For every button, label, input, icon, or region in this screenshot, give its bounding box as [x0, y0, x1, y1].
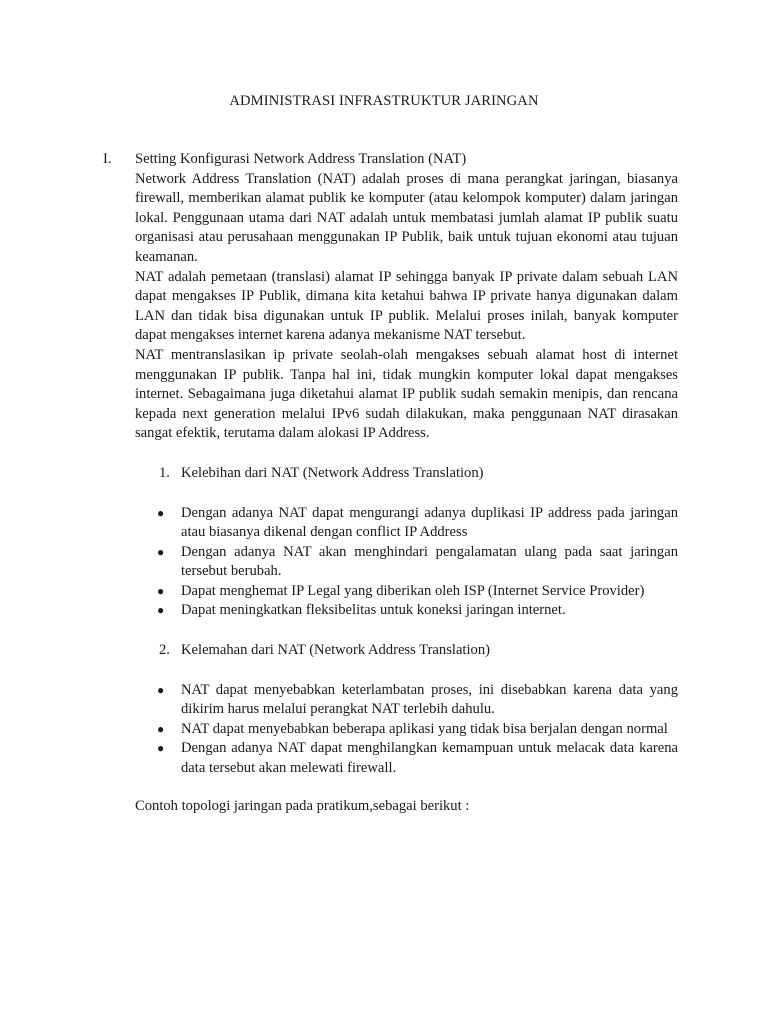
list-number: 1. — [159, 464, 170, 481]
list-heading-kelemahan — [135, 641, 678, 661]
section-number: I. — [103, 151, 112, 167]
bullet-icon: ● — [157, 741, 165, 756]
list-item — [135, 504, 678, 543]
list-item — [135, 739, 678, 778]
bullet-icon: ● — [157, 682, 165, 697]
list-title: Kelemahan dari NAT (Network Address Translation) — [181, 642, 490, 659]
bullet-list-kelemahan — [135, 681, 678, 779]
list-number: 2. — [159, 642, 170, 659]
list-item-text: Dengan adanya NAT akan menghindari pengalamatan ulang pada saat jaringan tersebut berubah. — [181, 543, 678, 580]
list-item — [135, 720, 678, 740]
paragraph: Network Address Translation (NAT) adalah proses di mana perangkat jaringan, biasanya firewall, memberikan alamat publik ke komputer (atau kelompok komputer) dalam jaringan lokal. Penggunaan utama dari NAT adalah untuk membatasi jumlah alamat IP publik suatu organisasi atau perusahaan menggunakan IP Publik, baik untuk tujuan ekonomi atau tujuan keamanan. — [135, 170, 678, 265]
paragraph: NAT mentranslasikan ip private seolah-olah mengakses sebuah alamat host di internet menggunakan IP publik. Tanpa hal ini, tidak mungkin komputer lokal dapat mengakses internet. Sebagaimana juga diketahui alamat IP publik sudah semakin menipis, dan rencana kepada next generation melalui IPv6 sudah dilakukan, maka penggunaan NAT dirasakan sangat efektik, terutama dalam alokasi IP Address. — [135, 346, 678, 442]
section-body — [135, 150, 678, 816]
bullet-icon: ● — [157, 721, 165, 736]
bullet-icon: ● — [157, 583, 165, 598]
document-title: ADMINISTRASI INFRASTRUKTUR JARINGAN — [229, 93, 539, 109]
list-item-text: NAT dapat menyebabkan keterlambatan proses, ini disebabkan karena data yang dikirim harus melalui perangkat NAT terlebih dahulu. — [181, 681, 678, 718]
list-heading-kelebihan — [135, 464, 678, 484]
section-heading: Setting Konfigurasi Network Address Translation (NAT) — [135, 151, 467, 167]
list-item-text: Dengan adanya NAT dapat menghilangkan kemampuan untuk melacak data karena data tersebut akan melewati firewall. — [181, 740, 678, 777]
bullet-icon: ● — [157, 505, 165, 520]
paragraph: NAT adalah pemetaan (translasi) alamat IP sehingga banyak IP private dalam sebuah LAN dapat mengakses IP Publik, dimana kita ketahui bahwa IP private hanya digunakan dalam LAN dan tidak bisa digunakan untuk IP publik. Melalui proses inilah, banyak komputer dapat mengakses internet karena adanya mekanisme NAT tersebut. — [135, 268, 678, 344]
closing-line: Contoh topologi jaringan pada pratikum,sebagai berikut : — [135, 797, 470, 814]
list-title: Kelebihan dari NAT (Network Address Translation) — [181, 464, 484, 481]
bullet-list-kelebihan — [135, 504, 678, 622]
list-item — [135, 543, 678, 582]
bullet-icon: ● — [157, 544, 165, 559]
list-item-text: Dapat menghemat IP Legal yang diberikan oleh ISP (Internet Service Provider) — [181, 582, 645, 599]
list-item-text: Dengan adanya NAT dapat mengurangi adanya duplikasi IP address pada jaringan atau biasanya dikenal dengan conflict IP Address — [181, 504, 678, 541]
list-item — [135, 681, 678, 720]
list-item — [135, 601, 678, 621]
list-item-text: Dapat meningkatkan fleksibelitas untuk koneksi jaringan internet. — [181, 602, 566, 619]
list-item-text: NAT dapat menyebabkan beberapa aplikasi yang tidak bisa berjalan dengan normal — [181, 720, 668, 737]
list-item — [135, 582, 678, 602]
bullet-icon: ● — [157, 603, 165, 618]
